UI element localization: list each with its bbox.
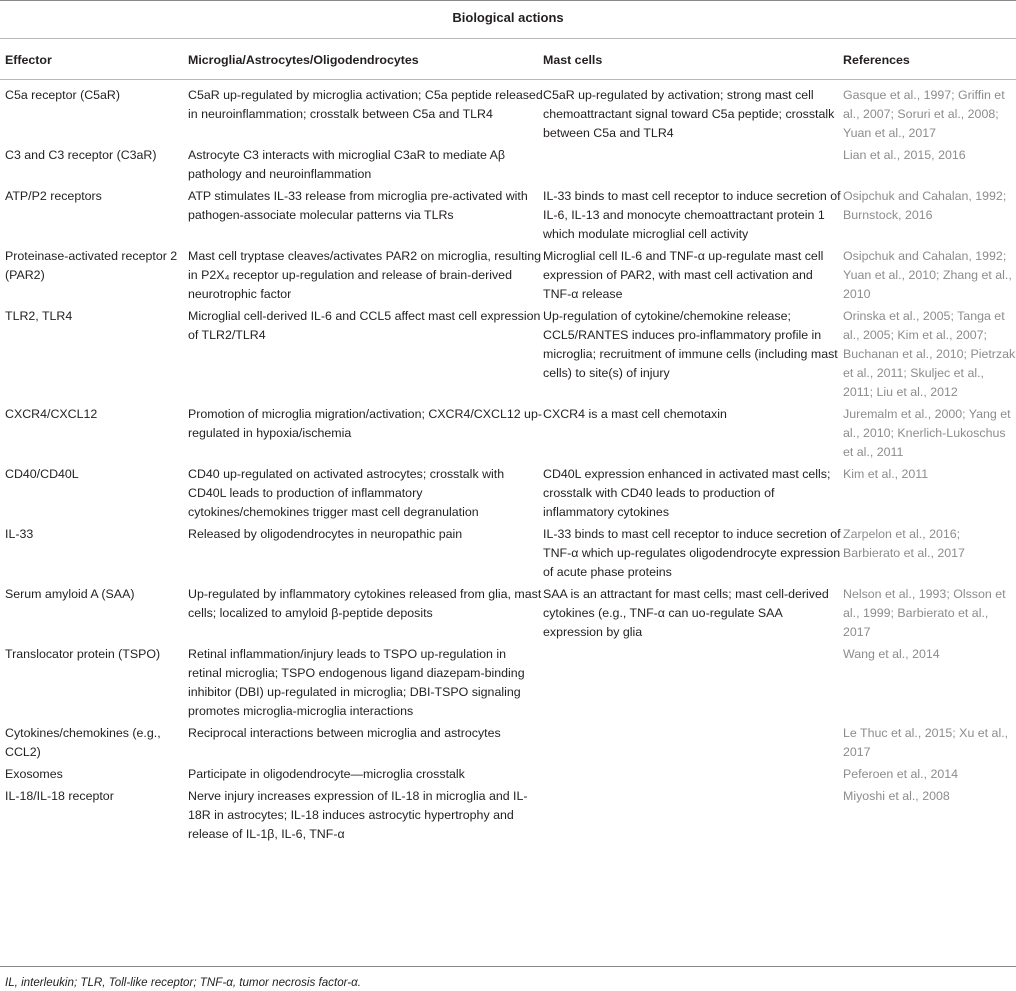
- effector-cell: Exosomes: [5, 767, 63, 781]
- effector-cell: C3 and C3 receptor (C3aR): [5, 148, 157, 162]
- glia-cell: Nerve injury increases expression of IL-18 in microglia and IL-18R in astrocytes; IL-18 induces astrocytic hypertrophy and release of IL-1β, IL-6, TNF-α: [188, 789, 528, 841]
- table-row: [0, 80, 1016, 147]
- effector-table: [0, 45, 1016, 847]
- mast-cell-cell: [543, 787, 843, 847]
- effector-cell: IL-33: [5, 527, 34, 541]
- references-cell: Juremalm et al., 2000; Yang et al., 2010; Knerlich-Lukoschus et al., 2011: [843, 407, 1011, 459]
- top-rule: [0, 0, 1016, 1]
- references-cell: Zarpelon et al., 2016; Barbierato et al., 2017: [843, 527, 965, 560]
- mast-cell-cell: [543, 724, 843, 765]
- glia-cell: C5aR up-regulated by microglia activation; C5a peptide released in neuroinflammation; crosstalk between C5a and TLR4: [188, 88, 543, 121]
- glia-cell: Reciprocal interactions between microglia and astrocytes: [188, 726, 501, 740]
- glia-cell: ATP stimulates IL-33 release from microglia pre-activated with pathogen-associate molecular patterns via TLRs: [188, 189, 528, 222]
- glia-cell: Astrocyte C3 interacts with microglial C3aR to mediate Aβ pathology and neuroinflammation: [188, 148, 506, 181]
- glia-cell: CD40 up-regulated on activated astrocytes; crosstalk with CD40L leads to production of inflammatory cytokines/chemokines trigger mast cell degranulation: [188, 467, 505, 519]
- effector-cell: Translocator protein (TSPO): [5, 647, 161, 661]
- effector-cell: C5a receptor (C5aR): [5, 88, 121, 102]
- mast-cell-cell: [543, 765, 843, 787]
- table-row: [0, 724, 1016, 765]
- header-row: [0, 45, 1016, 80]
- references-cell: Nelson et al., 1993; Olsson et al., 1999; Barbierato et al., 2017: [843, 587, 1006, 639]
- table-row: [0, 525, 1016, 585]
- glia-cell: Promotion of microglia migration/activation; CXCR4/CXCL12 up-regulated in hypoxia/ischemia: [188, 407, 542, 440]
- table-row: [0, 585, 1016, 645]
- glia-cell: Participate in oligodendrocyte—microglia crosstalk: [188, 767, 465, 781]
- bottom-rule: [0, 966, 1016, 967]
- references-cell: Kim et al., 2011: [843, 467, 929, 481]
- effector-cell: CD40/CD40L: [5, 467, 79, 481]
- glia-cell: Microglial cell-derived IL-6 and CCL5 affect mast cell expression of TLR2/TLR4: [188, 309, 541, 342]
- mast-cell-cell: CXCR4 is a mast cell chemotaxin: [543, 407, 727, 421]
- references-cell: Orinska et al., 2005; Tanga et al., 2005; Kim et al., 2007; Buchanan et al., 2010; Pietrzak et al., 2011; Skuljec et al., 2011; Liu et al., 2012: [843, 309, 1016, 399]
- references-cell: Osipchuk and Cahalan, 1992; Yuan et al., 2010; Zhang et al., 2010: [843, 249, 1012, 301]
- table-row: [0, 645, 1016, 724]
- glia-cell: Mast cell tryptase cleaves/activates PAR2 on microglia, resulting in P2X₄ receptor up-regulation and release of brain-derived neurotrophic factor: [188, 249, 542, 301]
- effector-cell: IL-18/IL-18 receptor: [5, 789, 114, 803]
- references-cell: Wang et al., 2014: [843, 647, 940, 661]
- table-row: [0, 247, 1016, 307]
- table-row: [0, 187, 1016, 247]
- effector-cell: TLR2, TLR4: [5, 309, 73, 323]
- table-row: [0, 787, 1016, 847]
- column-header-mast-cells: Mast cells: [543, 45, 843, 80]
- mast-cell-cell: [543, 146, 843, 187]
- references-cell: Lian et al., 2015, 2016: [843, 148, 966, 162]
- mast-cell-cell: Up-regulation of cytokine/chemokine release; CCL5/RANTES induces pro-inflammatory profile in microglia; recruitment of immune cells (including mast cells) to site(s) of injury: [543, 309, 838, 380]
- mast-cell-cell: SAA is an attractant for mast cells; mast cell-derived cytokines (e.g., TNF-α can uo-regulate SAA expression by glia: [543, 587, 829, 639]
- column-header-effector: Effector: [0, 45, 188, 80]
- group-title-rule: [0, 38, 1016, 39]
- mast-cell-cell: IL-33 binds to mast cell receptor to induce secretion of IL-6, IL-13 and monocyte chemoattractant protein 1 which modulate microglial cell activity: [543, 189, 841, 241]
- references-cell: Osipchuk and Cahalan, 1992; Burnstock, 2016: [843, 189, 1007, 222]
- mast-cell-cell: Microglial cell IL-6 and TNF-α up-regulate mast cell expression of PAR2, with mast cell activation and TNF-α release: [543, 249, 824, 301]
- table-row: [0, 405, 1016, 465]
- effector-cell: Cytokines/chemokines (e.g., CCL2): [5, 726, 161, 759]
- references-cell: Gasque et al., 1997; Griffin et al., 2007; Soruri et al., 2008; Yuan et al., 2017: [843, 88, 1005, 140]
- mast-cell-cell: C5aR up-regulated by activation; strong mast cell chemoattractant signal toward C5a peptide; crosstalk between C5a and TLR4: [543, 88, 835, 140]
- table-row: [0, 146, 1016, 187]
- group-title: Biological actions: [452, 10, 564, 25]
- table-row: [0, 765, 1016, 787]
- table-row: [0, 465, 1016, 525]
- table-row: [0, 307, 1016, 405]
- table-footnote: IL, interleukin; TLR, Toll-like receptor; TNF-α, tumor necrosis factor-α.: [5, 976, 361, 989]
- mast-cell-cell: CD40L expression enhanced in activated mast cells; crosstalk with CD40 leads to production of inflammatory cytokines: [543, 467, 831, 519]
- effector-cell: Proteinase-activated receptor 2 (PAR2): [5, 249, 178, 282]
- references-cell: Peferoen et al., 2014: [843, 767, 959, 781]
- mast-cell-cell: IL-33 binds to mast cell receptor to induce secretion of TNF-α which up-regulates oligodendrocyte expression of acute phase proteins: [543, 527, 841, 579]
- mast-cell-cell: [543, 645, 843, 724]
- effector-cell: CXCR4/CXCL12: [5, 407, 98, 421]
- column-header-glia: Microglia/Astrocytes/Oligodendrocytes: [188, 45, 543, 80]
- references-cell: Le Thuc et al., 2015; Xu et al., 2017: [843, 726, 1009, 759]
- glia-cell: Retinal inflammation/injury leads to TSPO up-regulation in retinal microglia; TSPO endogenous ligand diazepam-binding inhibitor (DBI) up-regulated in microglia; DBI-TSPO signaling promotes microglia-microglia interactions: [188, 647, 525, 718]
- glia-cell: Up-regulated by inflammatory cytokines released from glia, mast cells; localized to amyloid β-peptide deposits: [188, 587, 542, 620]
- effector-cell: Serum amyloid A (SAA): [5, 587, 135, 601]
- references-cell: Miyoshi et al., 2008: [843, 789, 950, 803]
- column-header-references: References: [843, 45, 1016, 80]
- effector-cell: ATP/P2 receptors: [5, 189, 102, 203]
- glia-cell: Released by oligodendrocytes in neuropathic pain: [188, 527, 463, 541]
